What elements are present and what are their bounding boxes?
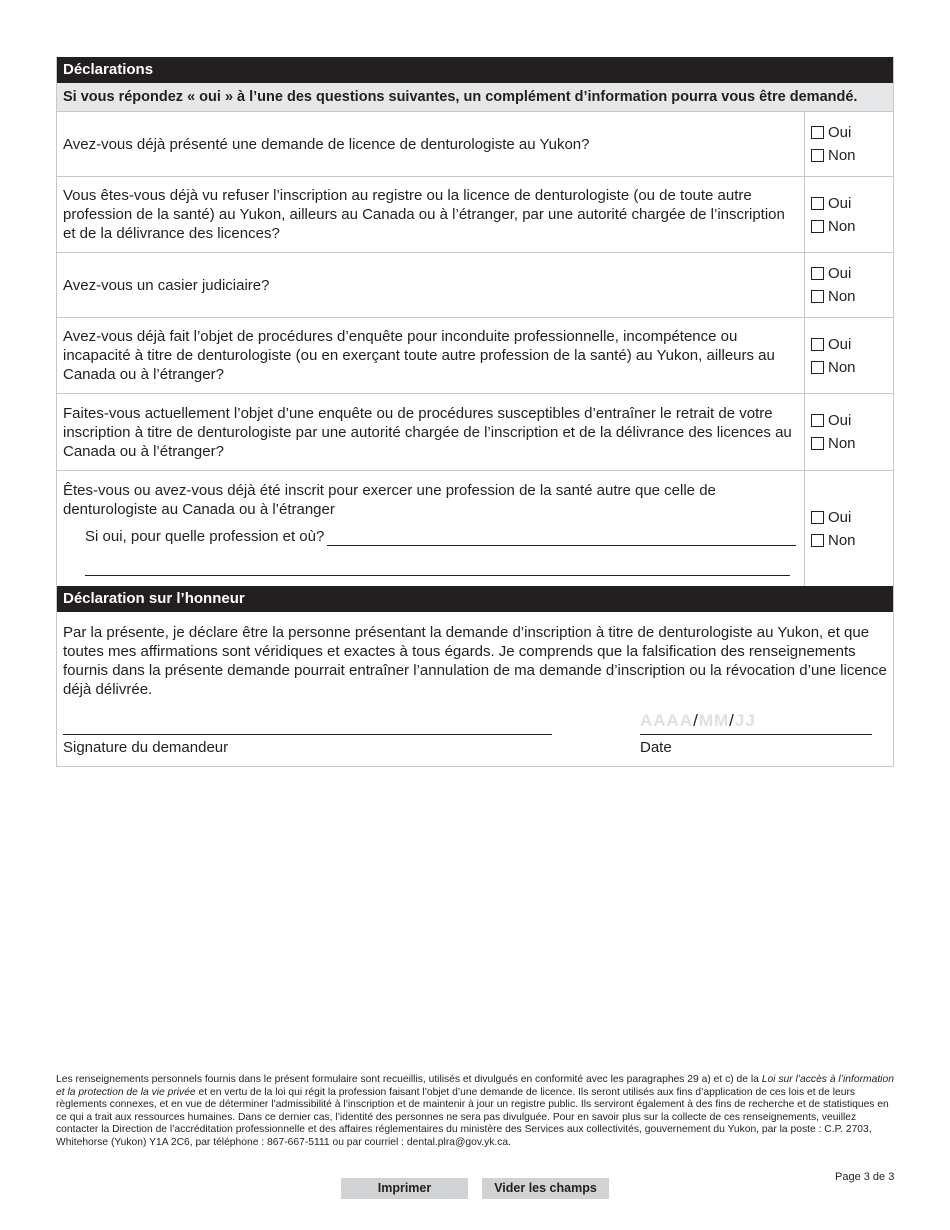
no-label: Non	[828, 217, 856, 235]
no-label: Non	[828, 531, 856, 549]
profession-input-line2[interactable]	[85, 546, 790, 576]
answer-options	[805, 394, 893, 470]
answer-options	[805, 253, 893, 317]
checkbox-icon	[811, 437, 824, 450]
checkbox-icon	[811, 267, 824, 280]
yes-label: Oui	[828, 124, 852, 141]
checkbox-icon	[811, 220, 824, 233]
declarations-form	[56, 57, 894, 767]
yes-label: Oui	[828, 412, 852, 429]
print-button[interactable]: Imprimer	[341, 1178, 468, 1199]
date-label: Date	[640, 739, 672, 756]
yes-checkbox[interactable]	[811, 262, 893, 285]
checkbox-icon	[811, 338, 824, 351]
checkbox-icon	[811, 414, 824, 427]
question-text: Avez-vous un casier judiciaire?	[57, 253, 805, 317]
checkbox-icon	[811, 361, 824, 374]
attestation-section	[57, 612, 893, 766]
privacy-law-title: Loi sur l’accès à l’information et la protection de la vie privée	[56, 1074, 894, 1098]
question-row	[57, 318, 893, 394]
answer-options	[805, 177, 893, 252]
question-row	[57, 177, 893, 253]
answer-options	[805, 112, 893, 176]
checkbox-icon	[811, 511, 824, 524]
signature-field[interactable]	[63, 734, 552, 735]
page-number: Page 3 de 3	[835, 1171, 895, 1183]
question-text: Êtes-vous ou avez-vous déjà été inscrit pour exercer une profession de la santé autre que celle de denturologiste au Canada ou à l’étranger	[63, 482, 716, 518]
date-year-placeholder: AAAA	[640, 711, 694, 730]
question-text-block	[57, 471, 805, 586]
no-checkbox[interactable]	[811, 215, 893, 238]
yes-checkbox[interactable]	[811, 333, 893, 356]
yes-label: Oui	[828, 335, 852, 353]
checkbox-icon	[811, 534, 824, 547]
followup-field	[63, 527, 796, 546]
question-text: Avez-vous déjà présenté une demande de licence de denturologiste au Yukon?	[57, 112, 805, 176]
attestation-header: Déclaration sur l’honneur	[57, 586, 893, 612]
checkbox-icon	[811, 197, 824, 210]
checkbox-icon	[811, 290, 824, 303]
question-row	[57, 253, 893, 318]
date-month-placeholder: MM	[698, 711, 730, 730]
date-separator: /	[693, 711, 699, 730]
answer-options	[805, 318, 893, 393]
date-line	[640, 734, 872, 735]
profession-input[interactable]	[327, 531, 796, 546]
question-text: Vous êtes-vous déjà vu refuser l’inscription au registre ou la licence de denturologiste (ou de toute autre profession de la santé) au Yukon, ailleurs au Canada ou à l’étranger, par une autorité chargée de l’inscription et de la délivrance des licences?	[57, 177, 805, 252]
no-label: Non	[828, 435, 856, 452]
answer-options	[805, 471, 893, 586]
no-checkbox[interactable]	[811, 285, 893, 308]
no-checkbox[interactable]	[811, 432, 893, 455]
yes-checkbox[interactable]	[811, 506, 893, 529]
privacy-text-end: et en vertu de la loi qui régit la profession faisant l’objet d’une demande de licence. Ils seront utilisés aux fins d’application de ces lois et de leurs règlements connexes, et en vue de déterminer l’admissibilité à l’inscription et de maintenir à jour un registre public. Ils serviront également à des fins de recherche et de statistiques en ce qui a trait aux ressources humaines. Dans ce dernier cas, l’identité des personnes ne sera pas divulguée. Pour en savoir plus sur la collecte de ces renseignements, veuillez contacter la Direction de l’accréditation professionnelle et des affaires réglementaires du ministère des Services aux collectivités, gouvernement du Yukon, par la poste : C.P. 2703, Whitehorse (Yukon) Y1A 2C6, par téléphone : 867-667-5111 ou par courriel : dental.plra@gov.yk.ca.	[56, 1086, 889, 1148]
date-day-placeholder: JJ	[734, 711, 756, 730]
checkbox-icon	[811, 149, 824, 162]
yes-checkbox[interactable]	[811, 409, 893, 432]
signature-label: Signature du demandeur	[63, 739, 229, 756]
no-label: Non	[828, 147, 856, 164]
clear-fields-button[interactable]: Vider les champs	[482, 1178, 609, 1199]
declarations-subheader: Si vous répondez « oui » à l’une des questions suivantes, un complément d’information pourra vous être demandé.	[57, 83, 893, 112]
question-text: Avez-vous déjà fait l’objet de procédures d’enquête pour inconduite professionnelle, incompétence ou incapacité à titre de denturologiste (ou en exerçant toute autre profession de la santé) au Yukon, ailleurs au Canada ou à l’étranger?	[57, 318, 805, 393]
privacy-notice	[56, 1074, 894, 1150]
declarations-header: Déclarations	[57, 57, 893, 83]
no-checkbox[interactable]	[811, 529, 893, 552]
date-input[interactable]	[640, 711, 756, 730]
yes-checkbox[interactable]	[811, 192, 893, 215]
yes-label: Oui	[828, 508, 852, 526]
no-checkbox[interactable]	[811, 144, 893, 167]
date-separator: /	[729, 711, 735, 730]
question-row	[57, 471, 893, 586]
question-row	[57, 112, 893, 177]
no-label: Non	[828, 288, 856, 305]
privacy-text-start: Les renseignements personnels fournis dans le présent formulaire sont recueillis, utilisés et divulgués en conformité avec les paragraphes 29 a) et c) de la	[56, 1074, 762, 1085]
checkbox-icon	[811, 126, 824, 139]
question-text: Faites-vous actuellement l’objet d’une enquête ou de procédures susceptibles d’entraîner le retrait de votre inscription à titre de denturologiste par une autorité chargée de l’inscription et de la délivrance des licences au Canada ou à l’étranger?	[57, 394, 805, 470]
no-checkbox[interactable]	[811, 356, 893, 379]
yes-label: Oui	[828, 194, 852, 212]
question-row	[57, 394, 893, 471]
yes-checkbox[interactable]	[811, 121, 893, 144]
followup-label: Si oui, pour quelle profession et où?	[85, 528, 325, 545]
attestation-text: Par la présente, je déclare être la personne présentant la demande d’inscription à titre de denturologiste au Yukon, et que toutes mes affirmations sont véridiques et exactes à tous égards. Je comprends que la falsification des renseignements fournis dans la présente demande pourrait entraîner l’annulation de ma demande d’inscription ou la révocation d’une licence déjà délivrée.	[63, 624, 887, 698]
yes-label: Oui	[828, 265, 852, 282]
no-label: Non	[828, 358, 856, 376]
